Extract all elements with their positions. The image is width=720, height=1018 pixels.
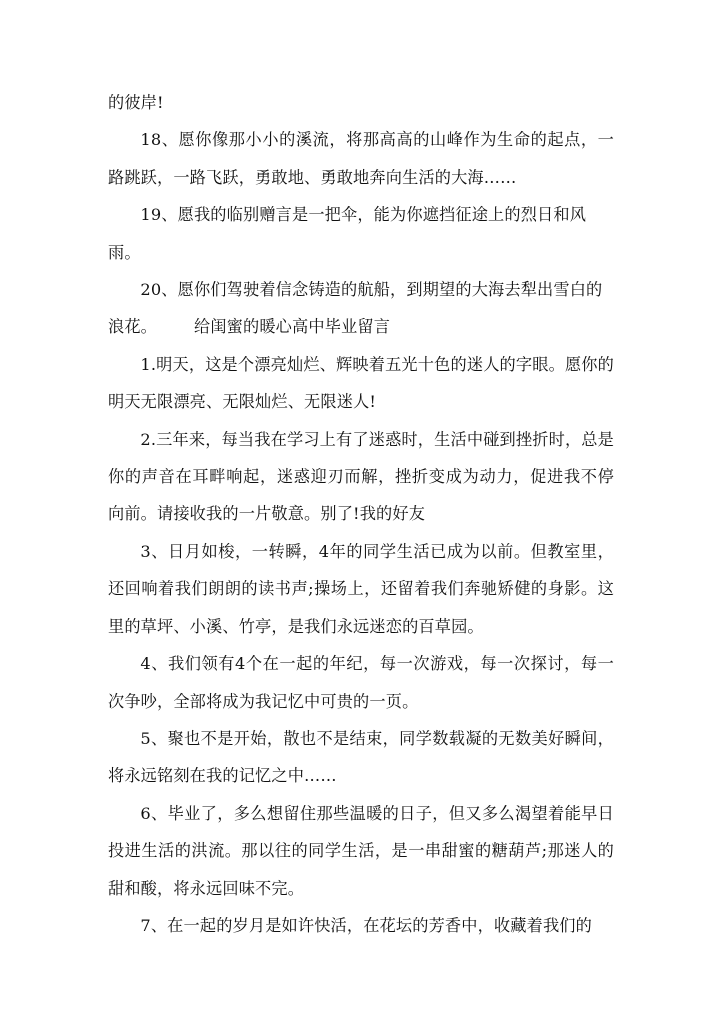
- paragraph-5: 5、聚也不是开始，散也不是结束，同学数载凝的无数美好瞬间，将永远铭刻在我的记忆之中……: [108, 728, 614, 786]
- paragraph-3: 3、日月如梭，一转瞬，4年的同学生活已成为以前。但教室里，还回响着我们朗朗的读书声;操场上，还留着我们奔驰矫健的身影。这里的草坪、小溪、竹亭，是我们永远迷恋的百草园。: [108, 541, 614, 636]
- document-body: [108, 84, 614, 944]
- section-heading: 给闺蜜的暖心高中毕业留言: [194, 317, 391, 337]
- paragraph-7: 7、在一起的岁月是如许快活，在花坛的芳香中，收藏着我们的: [140, 915, 592, 935]
- paragraph-continuation: 的彼岸!: [108, 93, 164, 112]
- paragraph-2: 2.三年来，每当我在学习上有了迷惑时，生活中碰到挫折时，总是你的声音在耳畔响起，迷惑迎刃而解，挫折变成为动力，促进我不停向前。请接收我的一片敬意。别了!我的好友: [108, 429, 614, 524]
- paragraph-4: 4、我们领有4个在一起的年纪，每一次游戏，每一次探讨，每一次争吵，全部将成为我记忆中可贵的一页。: [108, 654, 614, 711]
- paragraph-1: 1.明天，这是个漂亮灿烂、辉映着五光十色的迷人的字眼。愿你的明天无限漂亮、无限灿烂、无限迷人!: [108, 354, 614, 412]
- paragraph-20-tail: 浪花。: [108, 317, 158, 337]
- paragraph-6: 6、毕业了，多么想留住那些温暖的日子，但又多么渴望着能早日投进生活的洪流。那以往的同学生活，是一串甜蜜的糖葫芦;那迷人的甜和酸，将永远回味不完。: [108, 803, 614, 898]
- paragraph-19: 19、愿我的临别赠言是一把伞，能为你遮挡征途上的烈日和风雨。: [108, 205, 587, 262]
- paragraph-20-end: [108, 308, 614, 345]
- paragraph-20: 20、愿你们驾驶着信念铸造的航船，到期望的大海去犁出雪白的: [140, 280, 603, 300]
- paragraph-18: 18、愿你像那小小的溪流，将那高高的山峰作为生命的起点，一路跳跃，一路飞跃，勇敢地、勇敢地奔向生活的大海……: [108, 130, 614, 187]
